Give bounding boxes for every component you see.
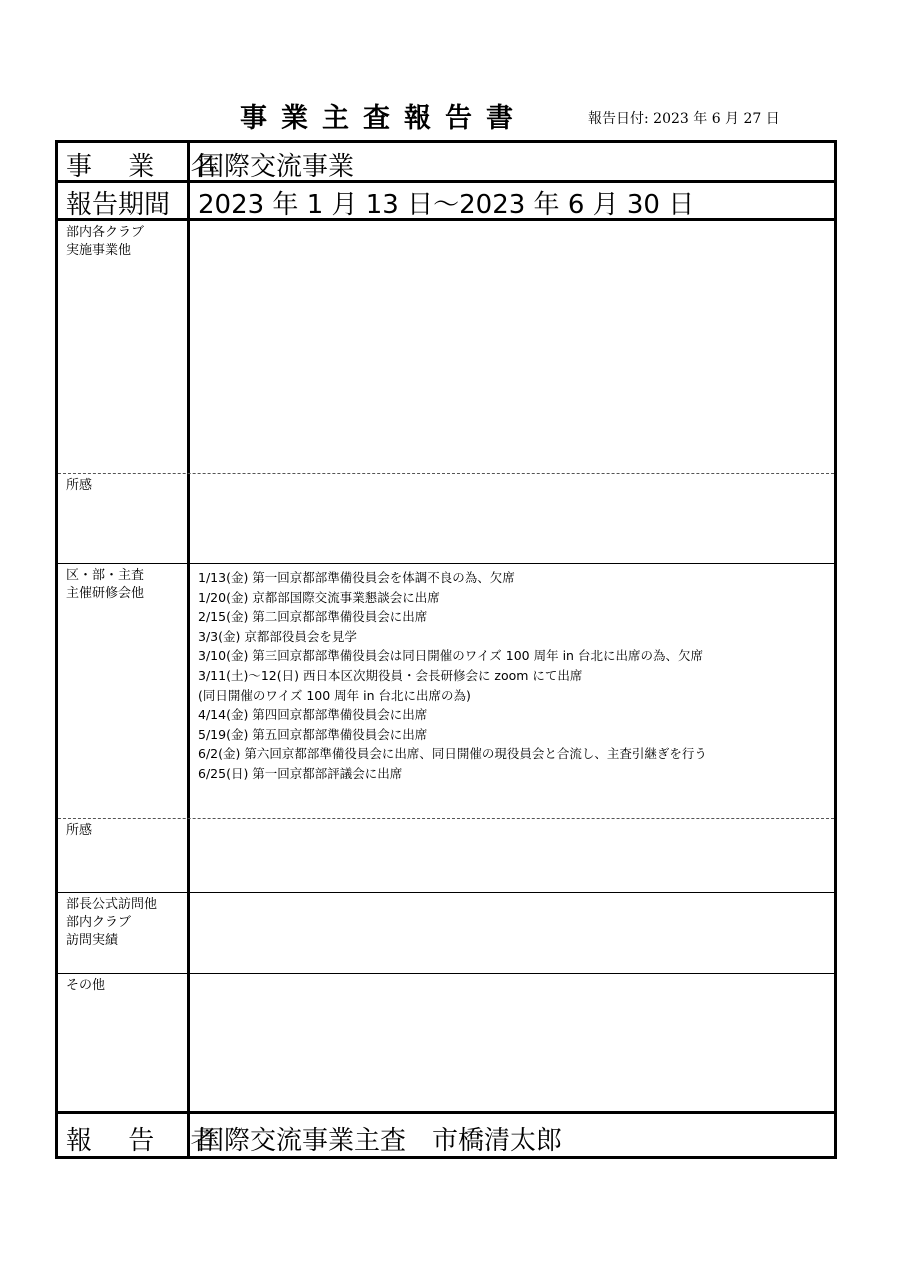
business-name-value: 国際交流事業 (198, 152, 355, 182)
reporter-label: 報 告 者 (66, 1126, 231, 1156)
row-business-name (58, 143, 834, 180)
report-period-value: 2023 年 1 月 13 日～2023 年 6 月 30 日 (198, 190, 695, 220)
impressions-1-label: 所感 (66, 478, 93, 493)
list-item: 2/15(金) 第二回京都部準備役員会に出席 (198, 609, 428, 625)
row-other (58, 973, 834, 1112)
document-title: 事業主査報告書 (240, 103, 527, 134)
list-item: 5/19(金) 第五回京都部準備役員会に出席 (198, 726, 428, 742)
impressions-2-label: 所感 (66, 823, 93, 838)
training-label: 区・部・主査 主催研修会他 (66, 568, 145, 601)
reporter-value: 国際交流事業主査 市橋清太郎 (198, 1126, 563, 1156)
list-item: 6/25(日) 第一回京都部評議会に出席 (198, 765, 403, 781)
list-item: (同日開催のワイズ 100 周年 in 台北に出席の為) (198, 687, 471, 703)
report-date-value: : 2023 年 6 月 27 日 (644, 111, 780, 127)
list-item: 4/14(金) 第四回京都部準備役員会に出席 (198, 707, 428, 723)
list-item: 3/3(金) 京都部役員会を見学 (198, 628, 357, 644)
row-training (58, 563, 834, 818)
other-label: その他 (66, 978, 106, 993)
report-date (588, 108, 780, 128)
list-item: 6/2(金) 第六回京都部準備役員会に出席、同日開催の現役員会と合流し、主査引継ぎを行う (198, 746, 707, 762)
row-impressions-2 (58, 818, 834, 893)
report-form (55, 140, 837, 1159)
list-item: 1/20(金) 京都部国際交流事業懇談会に出席 (198, 589, 440, 605)
row-reporter (58, 1111, 834, 1159)
visits-label: 部長公式訪問他 部内クラブ 訪問実績 (66, 897, 158, 948)
row-club-events (58, 218, 834, 474)
row-report-period (58, 180, 834, 219)
report-date-label: 報告日付 (588, 111, 644, 127)
list-item: 3/10(金) 第三回京都部準備役員会は同日開催のワイズ 100 周年 in 台北に出席の為、欠席 (198, 648, 703, 664)
row-visits (58, 892, 834, 974)
training-entries (198, 568, 707, 784)
list-item: 1/13(金) 第一回京都部準備役員会を体調不良の為、欠席 (198, 570, 515, 585)
row-impressions-1 (58, 473, 834, 564)
list-item: 3/11(土)～12(日) 西日本区次期役員・会長研修会に zoom にて出席 (198, 667, 583, 683)
business-name-label: 事 業 名 (66, 152, 231, 182)
club-events-label: 部内各クラブ 実施事業他 (66, 225, 145, 258)
report-period-label: 報告期間 (66, 190, 171, 220)
